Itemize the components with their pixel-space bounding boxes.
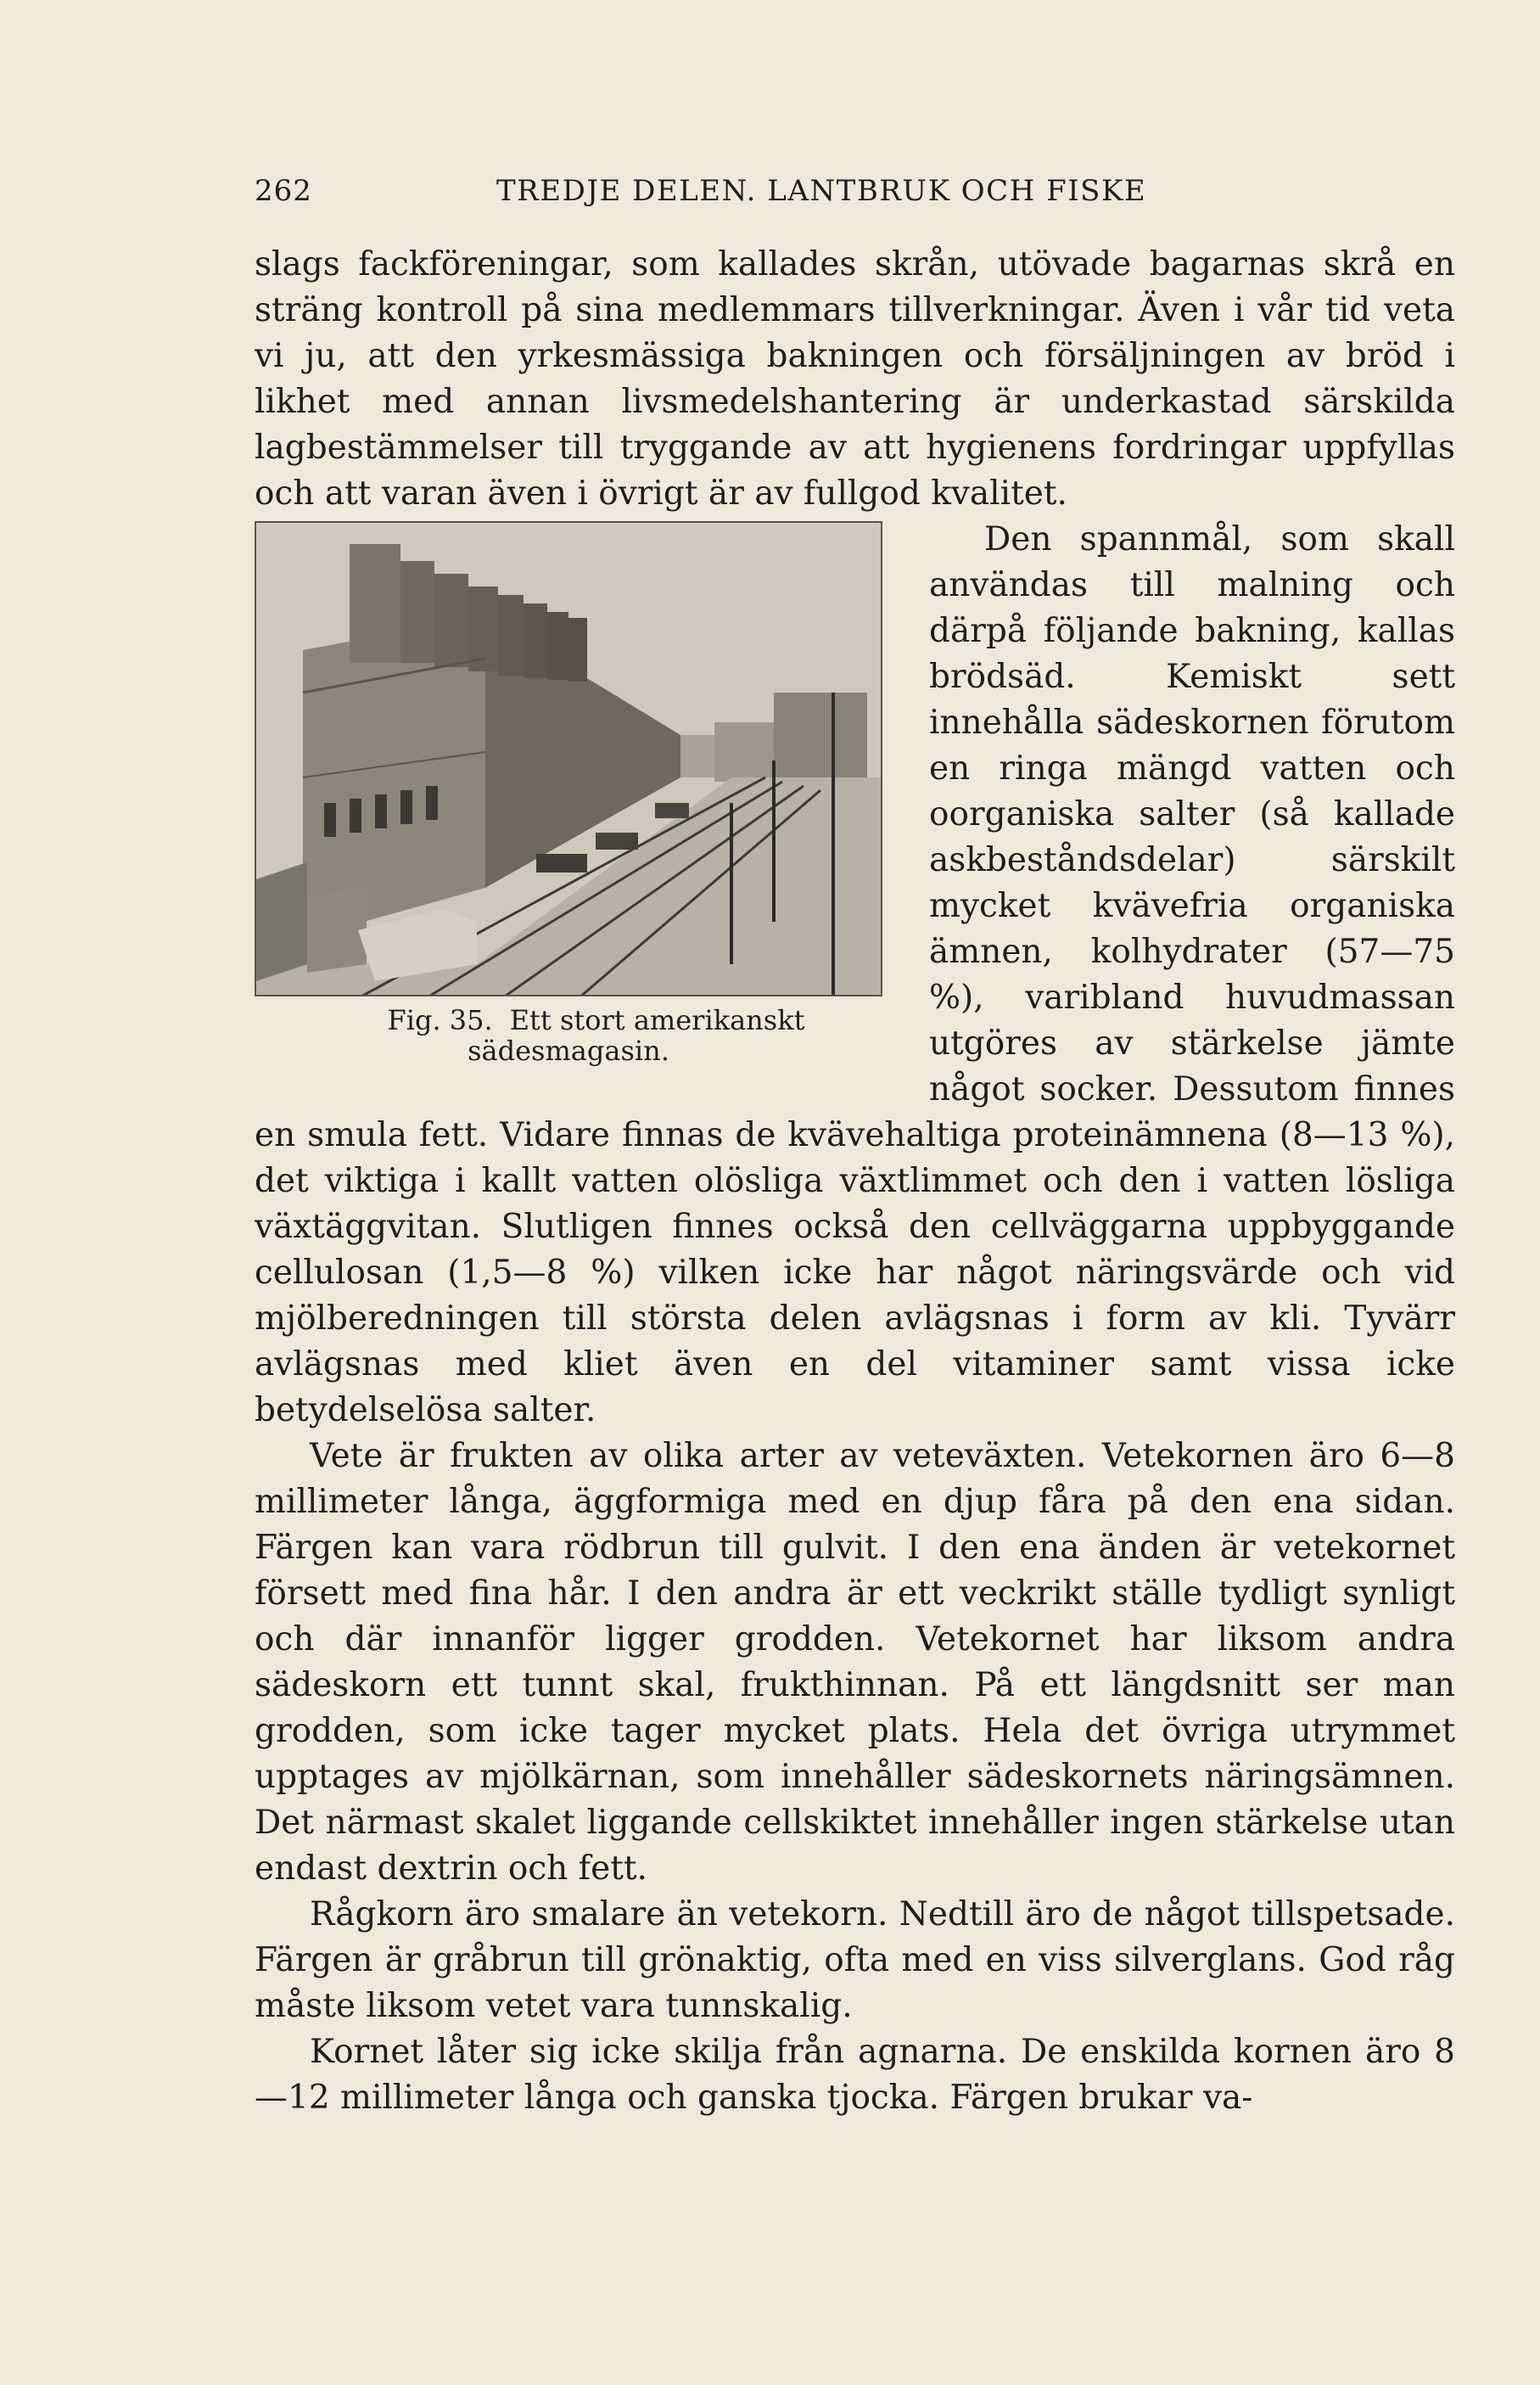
paragraph-2 — [255, 517, 1455, 1434]
paragraph-1: slags fackföreningar, som kallades skrån, utövade bagarnas skrå en sträng kontroll på sina medlemmars tillverkningar. Även i vår tid veta vi ju, att den yrkesmässiga bakningen och försäljningen av bröd i likhet med annan livsmedelshantering är underkastad särskilda lagbestämmelser till tryggande av att hygienens fordringar uppfyllas och att varan även i övrigt är av fullgod kvalitet. — [255, 245, 1455, 513]
figure-35 — [255, 521, 882, 1069]
figure-caption-text: Ett stort amerikanskt sädesmagasin. — [468, 1004, 805, 1067]
paragraph-3: Vete är frukten av olika arter av veteväxten. Vetekornen äro 6—8 millimeter långa, äggformiga med en djup fåra på den ena sidan. Färgen kan vara rödbrun till gulvit. I den ena änden är vetekornet försett med fina hår. I den andra är ett veckrikt ställe tydligt synligt och där innanför ligger grodden. Vetekornet har liksom andra sädeskorn ett tunnt skal, frukthinnan. På ett längdsnitt ser man grodden, som icke tager mycket plats. Hela det övriga utrymmet upptages av mjölkärnan, som innehåller sädeskornets näringsämnen. Det närmast skalet liggande cellskiktet innehåller ingen stärkelse utan endast dextrin och fett. — [255, 1437, 1455, 1888]
paragraph-5: Kornet låter sig icke skilja från agnarna. De enskilda kornen äro 8—12 millimeter långa och ganska tjocka. Färgen brukar va- — [255, 2033, 1455, 2117]
paragraph-2-text: Den spannmål, som skall användas till malning och därpå följande bakning, kallas brödsäd. Kemiskt sett innehålla sädeskornen förutom en ringa mängd vatten och oorganiska salter (så kallade askbeståndsdelar) särskilt mycket kvävefria organiska ämnen, kolhydrater (57—75 %), varibland huvudmassan utgöres av stärkelse jämte något socker. Dessutom finnes en smula fett. Vidare finnas de kvävehaltiga proteinämnena (8—13 %), det viktiga i kallt vatten olösliga växtlimmet och den i vatten lösliga växtäggvitan. Slutligen finnes också den cellväggarna uppbyggande cellulosan (1,5—8 %) vilken icke har något näringsvärde och vid mjölberedningen till största delen avlägsnas i form av kli. Tyvärr avlägsnas med kliet även en del vitaminer samt vissa icke betydelselösa salter. — [255, 520, 1455, 1429]
page-number: 262 — [255, 174, 312, 208]
text-body — [255, 242, 1455, 2121]
figure-label: Fig. 35. — [387, 1004, 493, 1036]
running-title: TREDJE DELEN. LANTBRUK OCH FISKE — [496, 174, 1147, 208]
paragraph-4: Rågkorn äro smalare än vetekorn. Nedtill äro de något tillspetsade. Färgen är gråbrun till grönaktig, ofta med en viss silverglans. God råg måste liksom vetet vara tunnskalig. — [255, 1895, 1455, 2025]
figure-caption — [255, 1005, 882, 1066]
grain-elevator-photo — [255, 521, 882, 996]
